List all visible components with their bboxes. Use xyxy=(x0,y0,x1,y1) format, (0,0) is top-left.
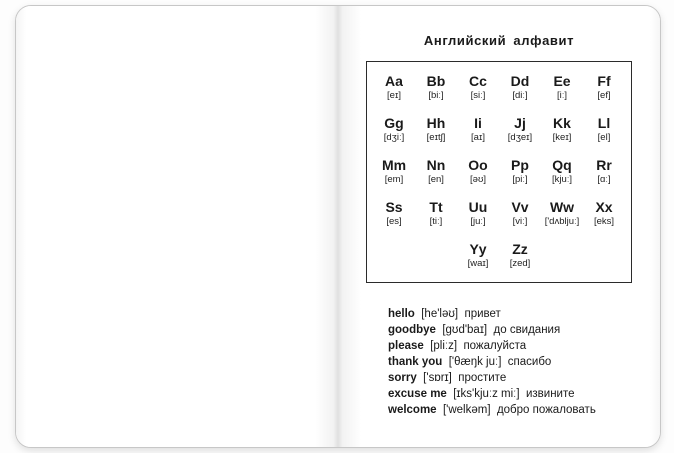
vocab-translation: до свидания xyxy=(493,324,561,336)
alphabet-cell xyxy=(415,74,457,102)
alphabet-cell xyxy=(499,74,541,102)
alphabet-cell xyxy=(499,242,541,270)
ipa-label: [es] xyxy=(386,216,402,227)
alphabet-cell xyxy=(415,158,457,186)
ipa-label: [keɪ] xyxy=(552,132,572,143)
right-page xyxy=(338,6,660,447)
letter-label: Zz xyxy=(512,241,528,257)
ipa-label: [diː] xyxy=(512,90,528,101)
alphabet-last-row xyxy=(373,242,625,270)
letter-label: Rr xyxy=(596,157,612,173)
alphabet-cell xyxy=(541,200,583,228)
letter-label: Ff xyxy=(597,73,611,89)
page-title: Английский алфавит xyxy=(423,33,575,48)
vocab-ipa: ['welkəm] xyxy=(442,404,491,416)
alphabet-cell xyxy=(499,158,541,186)
alphabet-cell xyxy=(415,116,457,144)
letter-label: Ll xyxy=(597,115,611,131)
ipa-label: [viː] xyxy=(512,216,528,227)
alphabet-cell xyxy=(373,200,415,228)
ipa-label: [tiː] xyxy=(429,216,443,227)
alphabet-cell xyxy=(583,200,625,228)
ipa-label: ['dʌbljuː] xyxy=(544,216,580,227)
letter-label: Cc xyxy=(469,73,487,89)
ipa-label: [eɪtʃ] xyxy=(426,132,446,143)
alphabet-cell xyxy=(541,74,583,102)
vocab-word: sorry xyxy=(388,372,417,384)
ipa-label: [biː] xyxy=(428,90,444,101)
ipa-label: [ɑː] xyxy=(597,174,611,185)
ipa-label: [aɪ] xyxy=(471,132,485,143)
alphabet-cell xyxy=(457,116,499,144)
vocab-translation: спасибо xyxy=(507,356,552,368)
vocab-translation: привет xyxy=(464,308,501,320)
ipa-label: [siː] xyxy=(470,90,486,101)
ipa-label: [em] xyxy=(384,174,404,185)
letter-label: Uu xyxy=(468,199,488,215)
vocab-ipa: ['sɒrɪ] xyxy=(423,372,452,384)
vocab-row xyxy=(388,402,660,418)
vocab-row xyxy=(388,386,660,402)
vocab-word: excuse me xyxy=(388,388,447,400)
alphabet-cell xyxy=(583,74,625,102)
letter-label: Ss xyxy=(385,199,403,215)
letter-label: Nn xyxy=(426,157,446,173)
vocabulary-list xyxy=(388,306,660,418)
ipa-label: [dʒeɪ] xyxy=(507,132,533,143)
left-page-blank xyxy=(16,6,338,447)
alphabet-cell xyxy=(499,116,541,144)
letter-label: Dd xyxy=(510,73,530,89)
ipa-label: [waɪ] xyxy=(467,258,489,269)
letter-label: Ee xyxy=(553,73,571,89)
alphabet-cell xyxy=(457,74,499,102)
letter-label: Bb xyxy=(426,73,446,89)
ipa-label: [əʊ] xyxy=(470,174,486,185)
letter-label: Tt xyxy=(429,199,443,215)
letter-label: Mm xyxy=(381,157,407,173)
ipa-label: [ef] xyxy=(597,90,611,101)
letter-label: Xx xyxy=(595,199,613,215)
vocab-translation: извините xyxy=(525,388,575,400)
alphabet-cell xyxy=(373,74,415,102)
letter-label: Vv xyxy=(511,199,529,215)
ipa-label: [eks] xyxy=(593,216,615,227)
letter-label: Aa xyxy=(385,73,403,89)
alphabet-cell xyxy=(541,116,583,144)
ipa-label: [eɪ] xyxy=(387,90,401,101)
ipa-label: [juː] xyxy=(470,216,486,227)
vocab-word: thank you xyxy=(388,356,443,368)
ipa-label: [kjuː] xyxy=(551,174,573,185)
letter-label: Ii xyxy=(474,115,482,131)
alphabet-cell xyxy=(373,158,415,186)
alphabet-grid xyxy=(373,74,625,228)
ipa-label: [zed] xyxy=(509,258,531,269)
vocab-ipa: [he'ləʊ] xyxy=(421,308,459,320)
vocab-word: hello xyxy=(388,308,415,320)
letter-label: Kk xyxy=(553,115,571,131)
alphabet-cell xyxy=(583,116,625,144)
letter-label: Oo xyxy=(468,157,488,173)
alphabet-cell xyxy=(541,158,583,186)
alphabet-cell xyxy=(457,158,499,186)
ipa-label: [el] xyxy=(597,132,611,143)
vocab-row xyxy=(388,322,660,338)
vocab-translation: пожалуйста xyxy=(463,340,527,352)
letter-label: Gg xyxy=(384,115,404,131)
alphabet-cell xyxy=(415,200,457,228)
vocab-word: welcome xyxy=(388,404,437,416)
vocab-word: goodbye xyxy=(388,324,436,336)
vocab-translation: простите xyxy=(458,372,507,384)
letter-label: Jj xyxy=(514,115,526,131)
ipa-label: [iː] xyxy=(556,90,568,101)
vocab-ipa: [gʊd'baɪ] xyxy=(442,324,488,336)
vocab-ipa: ['θæŋk juː] xyxy=(448,356,502,368)
vocab-word: please xyxy=(388,340,424,352)
letter-label: Pp xyxy=(511,157,529,173)
ipa-label: [dʒiː] xyxy=(383,132,405,143)
letter-label: Ww xyxy=(549,199,575,215)
alphabet-table xyxy=(366,61,632,283)
vocab-row xyxy=(388,338,660,354)
alphabet-cell xyxy=(457,200,499,228)
alphabet-cell xyxy=(457,242,499,270)
letter-label: Qq xyxy=(552,157,572,173)
ipa-label: [piː] xyxy=(512,174,528,185)
alphabet-cell xyxy=(583,158,625,186)
letter-label: Yy xyxy=(469,241,487,257)
vocab-ipa: [pliːz] xyxy=(430,340,458,352)
vocab-row xyxy=(388,370,660,386)
ipa-label: [en] xyxy=(428,174,444,185)
alphabet-cell xyxy=(373,116,415,144)
vocab-row xyxy=(388,354,660,370)
letter-label: Hh xyxy=(426,115,446,131)
vocab-translation: добро пожаловать xyxy=(496,404,596,416)
open-book xyxy=(15,5,661,448)
vocab-row xyxy=(388,306,660,322)
alphabet-cell xyxy=(499,200,541,228)
vocab-ipa: [ɪks'kjuːz miː] xyxy=(453,388,520,400)
